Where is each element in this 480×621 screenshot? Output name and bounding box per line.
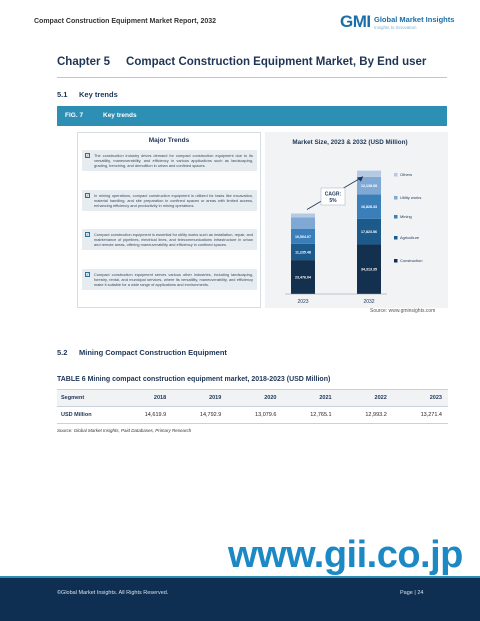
x-tick-label: 2032	[363, 299, 375, 305]
data-label: 23,476.04	[295, 275, 311, 280]
mining-market-table	[57, 389, 448, 424]
checkbox-icon: ✓	[86, 232, 90, 237]
market-size-chart-panel	[265, 132, 448, 308]
column-header: Segment	[57, 390, 117, 407]
section-title: Mining Compact Construction Equipment	[79, 348, 227, 357]
column-header: 2021	[282, 390, 337, 407]
logo-tagline: Insights to Innovation	[374, 25, 417, 30]
legend-label: Agriculture	[400, 235, 420, 240]
data-label: 17,823.56	[361, 230, 377, 235]
chart-title: Market Size, 2023 & 2032 (USD Million)	[292, 139, 408, 146]
trend-text: In mining operations, compact construction equipment is utilized for tasks like excavation, material handling, and site preparation in confined spaces or areas with limited access, enhancing efficiency and productivity in mining operations.	[94, 193, 253, 208]
copyright-text: ©Global Market Insights. All Rights Reserved.	[57, 590, 169, 596]
table-row	[57, 407, 448, 424]
table-cell: 14,792.9	[172, 407, 227, 424]
figure-title: Key trends	[103, 112, 137, 119]
trend-item	[82, 229, 257, 250]
trend-text: Compact construction equipment serves various other industries, including landscaping, forestry, rental, and municipal services, where its versatility, maneuverability, and efficiency make it suitable for a wide range of applications and environments.	[94, 272, 253, 287]
legend-label: Mining	[400, 214, 412, 219]
legend-label: Others	[400, 172, 413, 177]
logo-name: Global Market Insights	[374, 15, 455, 24]
page-footer	[0, 576, 480, 621]
legend-swatch	[394, 259, 398, 263]
page-number: Page | 24	[400, 590, 424, 596]
column-header: 2020	[227, 390, 282, 407]
data-label: 34,313.35	[361, 267, 377, 272]
table-caption: TABLE 6 Mining compact construction equipment market, 2018-2023 (USD Million)	[57, 376, 331, 383]
trend-item	[82, 269, 257, 290]
checkbox-icon: ✓	[86, 272, 90, 277]
report-title: Compact Construction Equipment Market Report, 2032	[34, 18, 217, 25]
trend-item	[82, 150, 257, 171]
page-header	[0, 0, 480, 42]
table-header-row	[57, 390, 448, 407]
section-number: 5.1	[57, 90, 68, 99]
stacked-bar-chart	[265, 132, 448, 308]
table-cell: 12,993.2	[338, 407, 393, 424]
cagr-label: CAGR:	[324, 191, 342, 198]
column-header: 2022	[338, 390, 393, 407]
table-cell: 14,619.9	[117, 407, 172, 424]
table-source: Source: Global Market Insights, Paid Databases, Primary Research	[57, 428, 192, 433]
bar-segment	[291, 213, 315, 217]
chapter-number: Chapter 5	[57, 56, 111, 68]
footer-accent-line	[0, 576, 480, 578]
data-label: 16,828.33	[361, 205, 377, 210]
section-5-2-heading	[57, 348, 227, 357]
section-5-1-heading	[57, 90, 118, 99]
table-cell: 13,271.4	[393, 407, 448, 424]
bar-segment	[357, 171, 381, 177]
bar-segment	[291, 217, 315, 228]
trend-text: The construction industry drives demand for compact construction equipment due to its versatility, maneuverability, and efficiency in various applications such as landscaping, grading, trenching, and demolition in urban and confined spaces.	[94, 153, 253, 168]
watermark: www.gii.co.jp	[228, 534, 463, 576]
x-tick-label: 2023	[297, 299, 309, 305]
section-number: 5.2	[57, 348, 68, 357]
section-title: Key trends	[79, 90, 118, 99]
figure-source: Source: www.gminsights.com	[370, 308, 436, 314]
chapter-divider	[57, 77, 447, 78]
legend-label: Construction	[400, 258, 423, 263]
column-header: 2019	[172, 390, 227, 407]
data-label: 12,138.68	[361, 184, 377, 189]
legend-swatch	[394, 215, 398, 219]
legend-swatch	[394, 173, 398, 177]
major-trends-heading: Major Trends	[148, 137, 190, 144]
figure-label: FIG. 7	[65, 112, 84, 119]
checkbox-icon: ✓	[86, 193, 90, 198]
table-cell: 13,079.6	[227, 407, 282, 424]
table-cell: USD Million	[57, 407, 117, 424]
legend-swatch	[394, 196, 398, 200]
chapter-heading	[57, 56, 426, 68]
gmi-logo	[340, 12, 455, 38]
cagr-value: 5%	[329, 198, 337, 204]
data-label: 11,235.48	[295, 250, 311, 255]
chapter-title: Compact Construction Equipment Market, By End user	[126, 56, 427, 68]
legend-label: Utility works	[400, 195, 422, 200]
column-header: 2023	[393, 390, 448, 407]
major-trends-panel	[77, 132, 261, 308]
column-header: 2018	[117, 390, 172, 407]
table-cell: 12,765.1	[282, 407, 337, 424]
trend-item	[82, 190, 257, 211]
logo-mark: GMI	[340, 12, 371, 31]
trend-text: Compact construction equipment is essential for utility works such as installation, repair, and maintenance of pipelines, electrical lines, and telecommunications infrastructure in urban and remote areas, offering maneuverability and efficiency in confined spaces.	[94, 232, 253, 247]
checkbox-icon: ✓	[86, 153, 90, 158]
figure-banner	[57, 106, 447, 126]
legend-swatch	[394, 236, 398, 240]
data-label: 10,504.07	[295, 234, 311, 239]
